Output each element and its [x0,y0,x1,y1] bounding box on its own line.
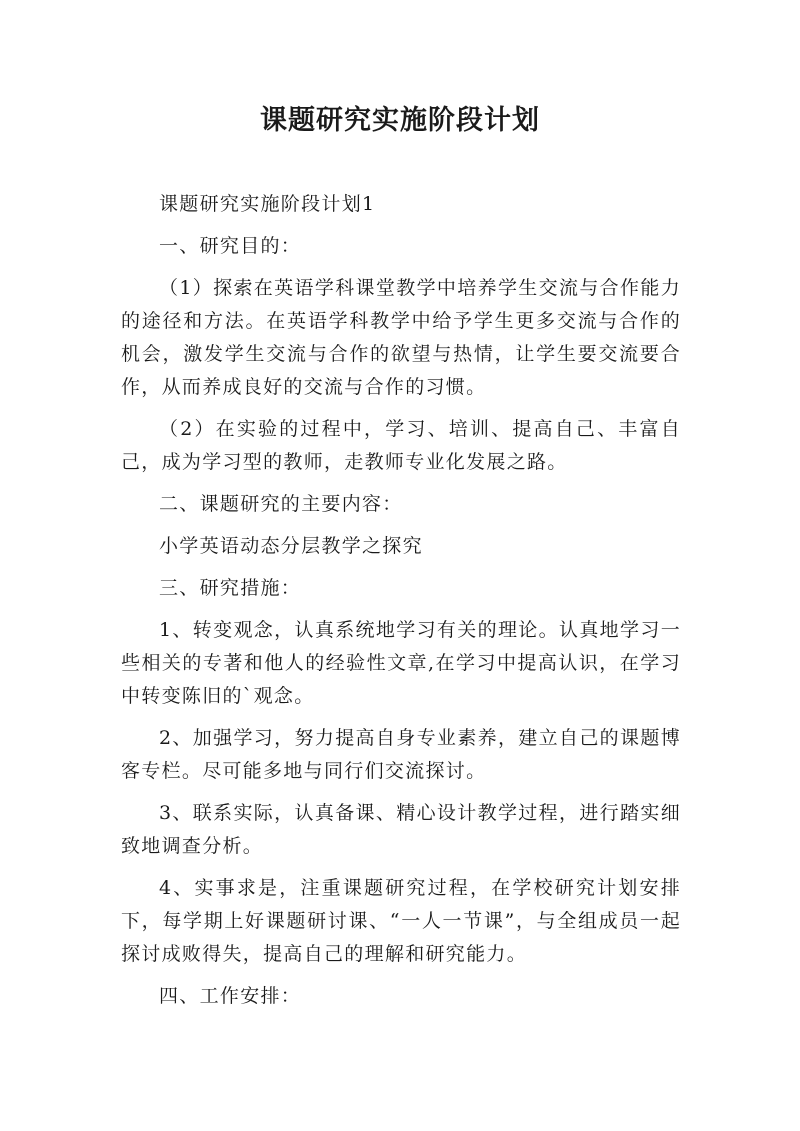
heading-main-content: 二、课题研究的主要内容： [159,493,403,515]
paragraph-measure-4: 4、实事求是，注重课题研究过程，在学校研究计划安排下，每学期上好课题研讨课、“一人一节课”，与全组成员一起探讨成败得失，提高自己的理解和研究能力。 [121,877,681,965]
paragraph-measure-1: 1、转变观念，认真系统地学习有关的理论。认真地学习一些相关的专著和他人的经验性文章,在学习中提高认识，在学习中转变陈旧的`观念。 [121,619,681,707]
heading-work-arrangement: 四、工作安排： [159,985,302,1007]
document-body [121,188,681,1022]
paragraph-purpose-2: （2）在实验的过程中，学习、培训、提高自己、丰富自己，成为学习型的教师，走教师专业化发展之路。 [121,418,681,473]
heading-research-measures: 三、研究措施： [159,577,302,599]
paragraph-measure-3: 3、联系实际，认真备课、精心设计教学过程，进行踏实细致地调查分析。 [121,802,681,857]
paragraph-purpose-1: （1）探索在英语学科课堂教学中培养学生交流与合作能力的途径和方法。在英语学科教学中给予学生更多交流与合作的机会，激发学生交流与合作的欲望与热情，让学生要交流要合作，从而养成良好的交流与合作的习惯。 [121,277,681,398]
document-title: 课题研究实施阶段计划 [260,105,540,136]
heading-research-purpose: 一、研究目的： [159,235,302,257]
paragraph-subtitle: 课题研究实施阶段计划1 [159,193,376,215]
paragraph-measure-2: 2、加强学习，努力提高自身专业素养，建立自己的课题博客专栏。尽可能多地与同行们交流探讨。 [121,727,681,782]
paragraph-main-content: 小学英语动态分层教学之探究 [159,535,423,557]
